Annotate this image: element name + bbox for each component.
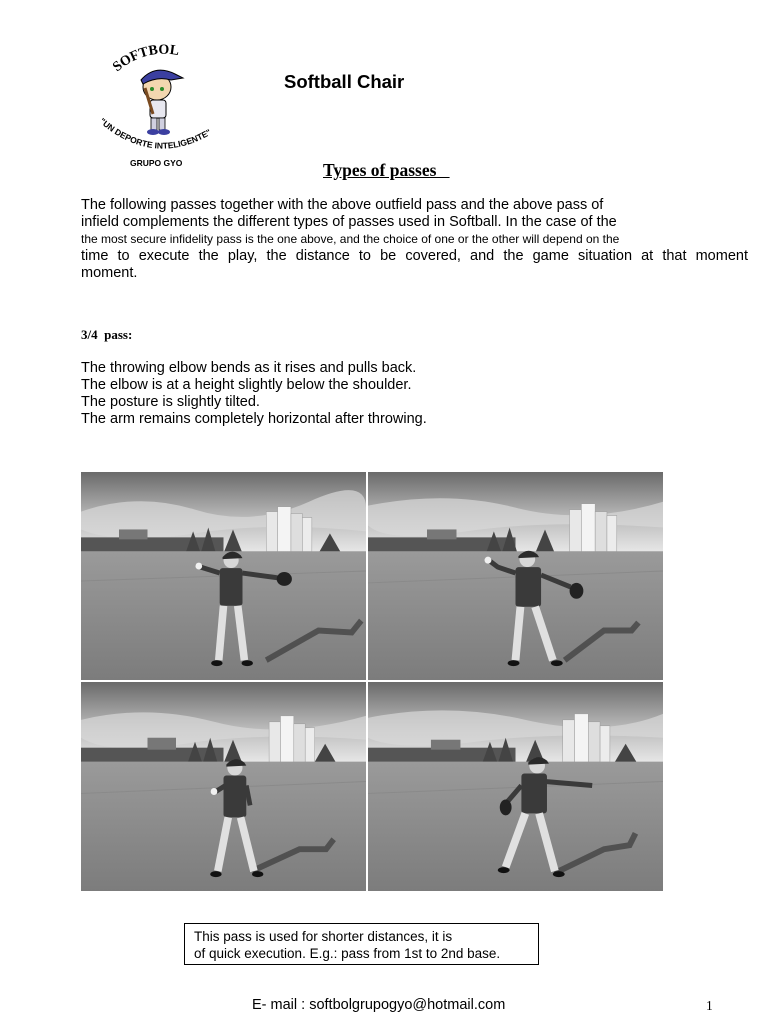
photo-arm-back — [367, 471, 664, 681]
intro-paragraph — [81, 197, 748, 282]
pass-description — [81, 360, 427, 428]
photo-follow-through — [367, 681, 664, 892]
photo-arms-spread — [80, 471, 367, 681]
note-line: This pass is used for shorter distances, it is — [194, 929, 453, 944]
pass-heading: 3/4 pass: — [81, 327, 133, 342]
photo-grid — [80, 471, 664, 892]
description-line: The posture is slightly tilted. — [81, 394, 260, 410]
note-line: of quick execution. E.g.: pass from 1st to 2nd base. — [194, 946, 501, 961]
description-line: The elbow is at a height slightly below the shoulder. — [81, 377, 412, 393]
intro-line: moment. — [81, 265, 138, 281]
intro-line: The following passes together with the above outfield pass and the above pass of — [81, 197, 604, 213]
logo-arc-bottom-text: "UN DEPORTE INTELIGENTE" — [97, 115, 213, 151]
softbol-logo — [95, 42, 225, 170]
document-title: Softball Chair — [284, 71, 405, 92]
footer-email: E- mail : softbolgrupogyo@hotmail.com — [252, 997, 506, 1013]
note-box — [184, 923, 539, 965]
section-title: Types of passes — [323, 160, 450, 180]
page-number: 1 — [706, 998, 713, 1013]
intro-line: infield complements the different types of passes used in Softball. In the case of the — [81, 214, 617, 230]
description-line: The arm remains completely horizontal after throwing. — [81, 411, 427, 427]
logo-group-text: GRUPO GYO — [130, 158, 183, 168]
intro-line: the most secure infidelity pass is the one above, and the choice of one or the other will depend on the — [81, 232, 620, 246]
description-line: The throwing elbow bends as it rises and pulls back. — [81, 360, 417, 376]
svg-text:SOFTBOL — [110, 43, 180, 75]
intro-line: time to execute the play, the distance to be covered, and the game situation at that moment — [81, 248, 748, 264]
logo-arc-top-text: SOFTBOL — [110, 42, 181, 76]
batter-mascot-icon — [141, 70, 183, 135]
photo-wind-up — [80, 681, 367, 892]
